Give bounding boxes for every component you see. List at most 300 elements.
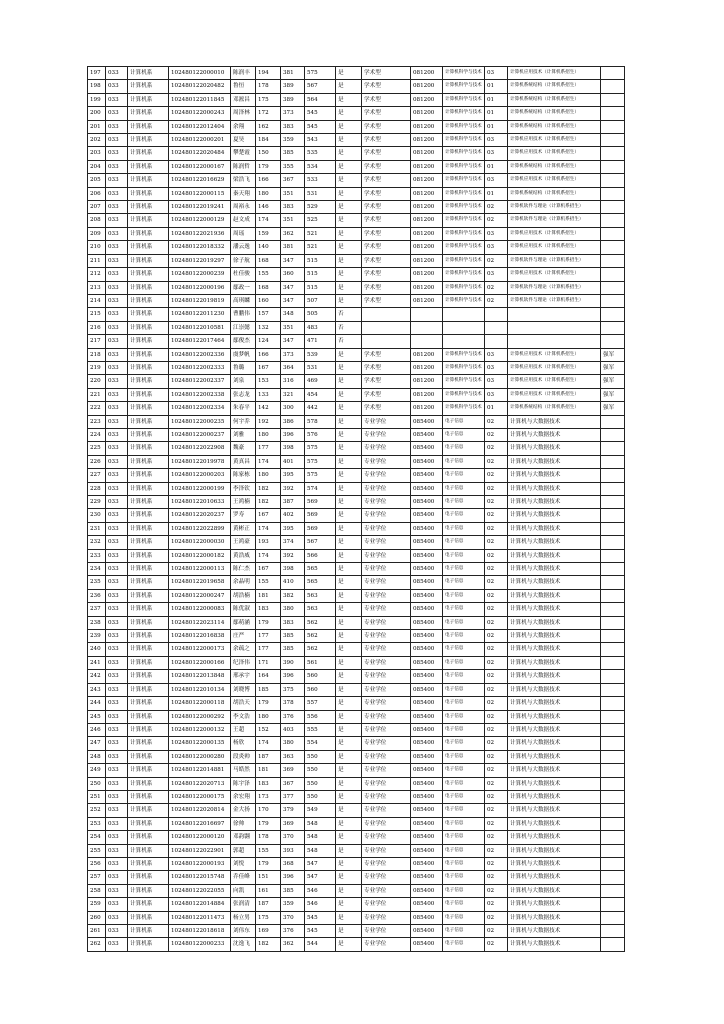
direction-name-cell: 计算机应用技术（计算机系招生） <box>508 241 601 254</box>
row-index-cell: 229 <box>88 496 106 509</box>
major-code-cell: 085400 <box>411 764 443 777</box>
major-name-cell <box>443 321 485 334</box>
direction-name-cell: 计算机与大数据技术 <box>508 683 601 696</box>
retest-score-cell: 386 <box>281 415 305 428</box>
admitted-flag-cell: 是 <box>336 683 362 696</box>
major-code-cell: 085400 <box>411 683 443 696</box>
major-code-cell: 085400 <box>411 857 443 870</box>
degree-type-cell <box>362 335 411 348</box>
retest-score-cell: 392 <box>281 482 305 495</box>
dept-code-cell: 033 <box>106 294 128 307</box>
dept-code-cell: 033 <box>106 134 128 147</box>
total-score-cell: 548 <box>305 844 336 857</box>
plan-note-cell <box>601 93 625 106</box>
total-score-cell: 562 <box>305 630 336 643</box>
dept-code-cell: 033 <box>106 241 128 254</box>
major-name-cell: 计算机科学与技术 <box>443 187 485 200</box>
degree-type-cell: 专业学位 <box>362 630 411 643</box>
initial-score-cell: 181 <box>256 589 281 602</box>
row-index-cell: 249 <box>88 764 106 777</box>
major-name-cell: 电子信息 <box>443 871 485 884</box>
student-name-cell: 刘悦 <box>231 857 256 870</box>
direction-code-cell <box>485 308 508 321</box>
row-index-cell: 215 <box>88 308 106 321</box>
retest-score-cell: 396 <box>281 871 305 884</box>
major-name-cell: 计算机科学与技术 <box>443 107 485 120</box>
dept-code-cell: 033 <box>106 643 128 656</box>
row-index-cell: 199 <box>88 93 106 106</box>
dept-code-cell: 033 <box>106 884 128 897</box>
dept-name-cell: 计算机系 <box>128 925 169 938</box>
row-index-cell: 218 <box>88 348 106 361</box>
student-name-cell: 纪泽伟 <box>231 656 256 669</box>
degree-type-cell: 学术型 <box>362 402 411 415</box>
degree-type-cell: 学术型 <box>362 134 411 147</box>
degree-type-cell: 学术型 <box>362 281 411 294</box>
dept-code-cell: 033 <box>106 603 128 616</box>
direction-name-cell: 计算机与大数据技术 <box>508 428 601 441</box>
retest-score-cell: 381 <box>281 67 305 80</box>
retest-score-cell: 401 <box>281 455 305 468</box>
admitted-flag-cell: 是 <box>336 268 362 281</box>
admitted-flag-cell: 是 <box>336 603 362 616</box>
direction-name-cell: 计算机系统结构（计算机系招生） <box>508 402 601 415</box>
dept-name-cell: 计算机系 <box>128 764 169 777</box>
plan-note-cell <box>601 294 625 307</box>
degree-type-cell: 学术型 <box>362 147 411 160</box>
total-score-cell: 515 <box>305 254 336 267</box>
direction-name-cell: 计算机与大数据技术 <box>508 455 601 468</box>
dept-code-cell: 033 <box>106 737 128 750</box>
dept-code-cell: 033 <box>106 509 128 522</box>
exam-id-cell: 102480122000118 <box>169 697 231 710</box>
student-name-cell: 胡浩天 <box>231 697 256 710</box>
dept-name-cell: 计算机系 <box>128 790 169 803</box>
total-score-cell: 563 <box>305 589 336 602</box>
table-row <box>88 496 625 509</box>
table-row <box>88 93 625 106</box>
row-index-cell: 207 <box>88 201 106 214</box>
degree-type-cell: 学术型 <box>362 375 411 388</box>
student-name-cell: 鄢萌涵 <box>231 616 256 629</box>
exam-id-cell: 102480122022055 <box>169 884 231 897</box>
initial-score-cell: 180 <box>256 710 281 723</box>
row-index-cell: 210 <box>88 241 106 254</box>
exam-id-cell: 102480122000199 <box>169 482 231 495</box>
total-score-cell: 533 <box>305 174 336 187</box>
degree-type-cell: 专业学位 <box>362 697 411 710</box>
admitted-flag-cell: 是 <box>336 348 362 361</box>
total-score-cell: 557 <box>305 697 336 710</box>
total-score-cell: 575 <box>305 455 336 468</box>
major-name-cell: 电子信息 <box>443 790 485 803</box>
direction-name-cell: 计算机与大数据技术 <box>508 925 601 938</box>
admitted-flag-cell: 是 <box>336 388 362 401</box>
direction-name-cell: 计算机系统结构（计算机系招生） <box>508 107 601 120</box>
total-score-cell: 550 <box>305 777 336 790</box>
table-row <box>88 80 625 93</box>
major-code-cell: 081200 <box>411 120 443 133</box>
row-index-cell: 230 <box>88 509 106 522</box>
exam-id-cell: 102480122010581 <box>169 321 231 334</box>
row-index-cell: 200 <box>88 107 106 120</box>
retest-score-cell: 395 <box>281 469 305 482</box>
initial-score-cell: 155 <box>256 576 281 589</box>
direction-name-cell <box>508 308 601 321</box>
dept-code-cell: 033 <box>106 898 128 911</box>
degree-type-cell: 专业学位 <box>362 428 411 441</box>
row-index-cell: 246 <box>88 723 106 736</box>
dept-name-cell: 计算机系 <box>128 201 169 214</box>
dept-name-cell: 计算机系 <box>128 911 169 924</box>
table-row <box>88 777 625 790</box>
major-code-cell: 081200 <box>411 241 443 254</box>
major-code-cell: 085400 <box>411 670 443 683</box>
row-index-cell: 233 <box>88 549 106 562</box>
admitted-flag-cell: 是 <box>336 174 362 187</box>
direction-name-cell: 计算机系统结构（计算机系招生） <box>508 80 601 93</box>
table-row <box>88 308 625 321</box>
admitted-flag-cell: 否 <box>336 308 362 321</box>
student-name-cell: 郭超 <box>231 844 256 857</box>
student-name-cell: 陈润哲 <box>231 160 256 173</box>
major-code-cell: 085400 <box>411 428 443 441</box>
major-code-cell: 085400 <box>411 777 443 790</box>
student-name-cell: 鄢政一 <box>231 281 256 294</box>
student-name-cell: 金大扬 <box>231 804 256 817</box>
admitted-flag-cell: 是 <box>336 147 362 160</box>
major-code-cell: 081200 <box>411 160 443 173</box>
major-code-cell: 085400 <box>411 817 443 830</box>
dept-code-cell: 033 <box>106 496 128 509</box>
dept-name-cell: 计算机系 <box>128 817 169 830</box>
student-name-cell: 陈润丰 <box>231 67 256 80</box>
direction-code-cell: 02 <box>485 563 508 576</box>
exam-id-cell: 102480122000182 <box>169 549 231 562</box>
total-score-cell: 521 <box>305 241 336 254</box>
table-row <box>88 656 625 669</box>
exam-id-cell: 102480122000173 <box>169 643 231 656</box>
plan-note-cell <box>601 549 625 562</box>
major-code-cell: 085400 <box>411 938 443 951</box>
direction-code-cell <box>485 321 508 334</box>
dept-name-cell: 计算机系 <box>128 683 169 696</box>
retest-score-cell: 351 <box>281 321 305 334</box>
major-name-cell: 电子信息 <box>443 817 485 830</box>
major-code-cell: 085400 <box>411 549 443 562</box>
direction-code-cell: 02 <box>485 549 508 562</box>
total-score-cell: 543 <box>305 134 336 147</box>
total-score-cell: 531 <box>305 361 336 374</box>
table-row <box>88 589 625 602</box>
degree-type-cell: 学术型 <box>362 214 411 227</box>
row-index-cell: 262 <box>88 938 106 951</box>
table-row <box>88 764 625 777</box>
row-index-cell: 241 <box>88 656 106 669</box>
exam-id-cell: 102480122000175 <box>169 790 231 803</box>
major-name-cell: 电子信息 <box>443 670 485 683</box>
plan-note-cell <box>601 254 625 267</box>
row-index-cell: 226 <box>88 455 106 468</box>
degree-type-cell: 专业学位 <box>362 415 411 428</box>
degree-type-cell: 学术型 <box>362 93 411 106</box>
direction-code-cell: 02 <box>485 764 508 777</box>
direction-name-cell: 计算机与大数据技术 <box>508 589 601 602</box>
direction-name-cell: 计算机与大数据技术 <box>508 777 601 790</box>
initial-score-cell: 159 <box>256 227 281 240</box>
total-score-cell: 531 <box>305 187 336 200</box>
major-name-cell: 计算机科学与技术 <box>443 294 485 307</box>
student-name-cell: 陈宇泽 <box>231 777 256 790</box>
retest-score-cell: 381 <box>281 241 305 254</box>
dept-name-cell: 计算机系 <box>128 348 169 361</box>
major-name-cell: 电子信息 <box>443 509 485 522</box>
plan-note-cell <box>601 147 625 160</box>
exam-id-cell: 102480122000243 <box>169 107 231 120</box>
admitted-flag-cell: 是 <box>336 563 362 576</box>
exam-id-cell: 102480122016629 <box>169 174 231 187</box>
exam-id-cell: 102480122016838 <box>169 630 231 643</box>
retest-score-cell: 363 <box>281 750 305 763</box>
plan-note-cell <box>601 884 625 897</box>
dept-code-cell: 033 <box>106 268 128 281</box>
dept-name-cell: 计算机系 <box>128 630 169 643</box>
major-name-cell: 计算机科学与技术 <box>443 254 485 267</box>
direction-name-cell: 计算机与大数据技术 <box>508 723 601 736</box>
direction-code-cell: 02 <box>485 603 508 616</box>
direction-name-cell: 计算机应用技术（计算机系招生） <box>508 174 601 187</box>
total-score-cell: 562 <box>305 643 336 656</box>
dept-name-cell: 计算机系 <box>128 361 169 374</box>
initial-score-cell: 182 <box>256 482 281 495</box>
direction-code-cell: 02 <box>485 482 508 495</box>
dept-code-cell: 033 <box>106 723 128 736</box>
direction-code-cell: 02 <box>485 710 508 723</box>
retest-score-cell: 300 <box>281 402 305 415</box>
major-name-cell: 计算机科学与技术 <box>443 120 485 133</box>
plan-note-cell <box>601 241 625 254</box>
major-code-cell: 085400 <box>411 911 443 924</box>
direction-code-cell: 02 <box>485 777 508 790</box>
exam-id-cell: 102480122020814 <box>169 804 231 817</box>
major-name-cell: 电子信息 <box>443 804 485 817</box>
plan-note-cell <box>601 643 625 656</box>
dept-name-cell: 计算机系 <box>128 281 169 294</box>
student-name-cell: 黄浩威 <box>231 549 256 562</box>
initial-score-cell: 150 <box>256 147 281 160</box>
retest-score-cell: 387 <box>281 496 305 509</box>
admitted-flag-cell: 是 <box>336 402 362 415</box>
admitted-flag-cell: 是 <box>336 817 362 830</box>
direction-name-cell: 计算机与大数据技术 <box>508 710 601 723</box>
dept-code-cell: 033 <box>106 549 128 562</box>
plan-note-cell <box>601 764 625 777</box>
retest-score-cell: 359 <box>281 134 305 147</box>
direction-code-cell: 02 <box>485 415 508 428</box>
exam-id-cell: 102480122002338 <box>169 388 231 401</box>
table-row <box>88 683 625 696</box>
major-name-cell: 计算机科学与技术 <box>443 388 485 401</box>
major-code-cell: 085400 <box>411 643 443 656</box>
row-index-cell: 203 <box>88 147 106 160</box>
dept-code-cell: 033 <box>106 925 128 938</box>
direction-code-cell: 03 <box>485 147 508 160</box>
total-score-cell: 578 <box>305 415 336 428</box>
admitted-flag-cell: 是 <box>336 831 362 844</box>
student-name-cell: 杜佳骏 <box>231 268 256 281</box>
major-code-cell: 085400 <box>411 737 443 750</box>
initial-score-cell: 180 <box>256 469 281 482</box>
row-index-cell: 240 <box>88 643 106 656</box>
major-name-cell: 电子信息 <box>443 844 485 857</box>
plan-note-cell <box>601 683 625 696</box>
dept-name-cell: 计算机系 <box>128 335 169 348</box>
plan-note-cell <box>601 455 625 468</box>
total-score-cell: 575 <box>305 442 336 455</box>
total-score-cell: 555 <box>305 723 336 736</box>
table-row <box>88 442 625 455</box>
direction-code-cell: 02 <box>485 509 508 522</box>
initial-score-cell: 170 <box>256 804 281 817</box>
dept-code-cell: 033 <box>106 683 128 696</box>
student-name-cell: 余宏翔 <box>231 790 256 803</box>
dept-name-cell: 计算机系 <box>128 174 169 187</box>
major-code-cell: 081200 <box>411 388 443 401</box>
exam-id-cell: 102480122017464 <box>169 335 231 348</box>
initial-score-cell: 167 <box>256 563 281 576</box>
dept-name-cell: 计算机系 <box>128 549 169 562</box>
row-index-cell: 239 <box>88 630 106 643</box>
admitted-flag-cell: 是 <box>336 777 362 790</box>
row-index-cell: 256 <box>88 857 106 870</box>
student-name-cell: 李文浩 <box>231 710 256 723</box>
retest-score-cell: 375 <box>281 683 305 696</box>
initial-score-cell: 174 <box>256 214 281 227</box>
major-name-cell: 电子信息 <box>443 482 485 495</box>
direction-name-cell: 计算机软件与理论（计算机系招生） <box>508 281 601 294</box>
major-code-cell: 081200 <box>411 214 443 227</box>
table-row <box>88 898 625 911</box>
retest-score-cell: 383 <box>281 120 305 133</box>
row-index-cell: 202 <box>88 134 106 147</box>
dept-code-cell: 033 <box>106 254 128 267</box>
direction-code-cell: 02 <box>485 844 508 857</box>
exam-id-cell: 102480122012404 <box>169 120 231 133</box>
major-code-cell: 081200 <box>411 227 443 240</box>
table-row <box>88 402 625 415</box>
dept-name-cell: 计算机系 <box>128 509 169 522</box>
initial-score-cell: 194 <box>256 67 281 80</box>
dept-code-cell: 033 <box>106 348 128 361</box>
dept-code-cell: 033 <box>106 804 128 817</box>
initial-score-cell: 175 <box>256 911 281 924</box>
major-name-cell: 电子信息 <box>443 683 485 696</box>
table-row <box>88 201 625 214</box>
admitted-flag-cell: 是 <box>336 469 362 482</box>
exam-id-cell: 102480122022908 <box>169 442 231 455</box>
admitted-flag-cell: 是 <box>336 187 362 200</box>
major-name-cell: 电子信息 <box>443 898 485 911</box>
major-code-cell: 085400 <box>411 496 443 509</box>
major-name-cell: 计算机科学与技术 <box>443 214 485 227</box>
dept-code-cell: 033 <box>106 281 128 294</box>
degree-type-cell: 专业学位 <box>362 536 411 549</box>
plan-note-cell <box>601 804 625 817</box>
table-row <box>88 911 625 924</box>
retest-score-cell: 383 <box>281 201 305 214</box>
student-name-cell: 马皓然 <box>231 764 256 777</box>
exam-id-cell: 102480122000129 <box>169 214 231 227</box>
initial-score-cell: 174 <box>256 737 281 750</box>
total-score-cell: 569 <box>305 522 336 535</box>
degree-type-cell: 专业学位 <box>362 925 411 938</box>
major-code-cell: 085400 <box>411 576 443 589</box>
dept-name-cell: 计算机系 <box>128 670 169 683</box>
retest-score-cell: 364 <box>281 361 305 374</box>
degree-type-cell: 专业学位 <box>362 603 411 616</box>
dept-name-cell: 计算机系 <box>128 496 169 509</box>
dept-name-cell: 计算机系 <box>128 723 169 736</box>
table-row <box>88 603 625 616</box>
total-score-cell: 561 <box>305 656 336 669</box>
direction-code-cell: 02 <box>485 884 508 897</box>
row-index-cell: 220 <box>88 375 106 388</box>
major-code-cell: 081200 <box>411 361 443 374</box>
total-score-cell: 563 <box>305 603 336 616</box>
dept-name-cell: 计算机系 <box>128 603 169 616</box>
direction-code-cell: 02 <box>485 938 508 951</box>
major-name-cell: 电子信息 <box>443 911 485 924</box>
exam-id-cell: 102480122023114 <box>169 616 231 629</box>
direction-code-cell: 02 <box>485 496 508 509</box>
initial-score-cell: 142 <box>256 402 281 415</box>
initial-score-cell: 177 <box>256 643 281 656</box>
admitted-flag-cell: 是 <box>336 93 362 106</box>
initial-score-cell: 161 <box>256 884 281 897</box>
direction-name-cell: 计算机与大数据技术 <box>508 831 601 844</box>
dept-code-cell: 033 <box>106 911 128 924</box>
plan-note-cell <box>601 911 625 924</box>
retest-score-cell: 395 <box>281 522 305 535</box>
direction-name-cell: 计算机软件与理论（计算机系招生） <box>508 294 601 307</box>
degree-type-cell: 专业学位 <box>362 670 411 683</box>
direction-name-cell: 计算机与大数据技术 <box>508 482 601 495</box>
degree-type-cell: 专业学位 <box>362 911 411 924</box>
plan-note-cell <box>601 321 625 334</box>
direction-code-cell: 02 <box>485 723 508 736</box>
table-row <box>88 134 625 147</box>
admitted-flag-cell: 是 <box>336 737 362 750</box>
exam-id-cell: 102480122010633 <box>169 496 231 509</box>
direction-name-cell <box>508 335 601 348</box>
degree-type-cell: 学术型 <box>362 241 411 254</box>
row-index-cell: 225 <box>88 442 106 455</box>
direction-code-cell: 01 <box>485 402 508 415</box>
plan-note-cell <box>601 603 625 616</box>
student-name-cell: 杨欣 <box>231 737 256 750</box>
major-name-cell: 电子信息 <box>443 589 485 602</box>
major-code-cell: 081200 <box>411 402 443 415</box>
table-row <box>88 670 625 683</box>
initial-score-cell: 162 <box>256 120 281 133</box>
admitted-flag-cell: 是 <box>336 536 362 549</box>
plan-note-cell <box>601 428 625 441</box>
row-index-cell: 216 <box>88 321 106 334</box>
direction-name-cell: 计算机与大数据技术 <box>508 790 601 803</box>
direction-name-cell: 计算机应用技术（计算机系招生） <box>508 147 601 160</box>
dept-code-cell: 033 <box>106 415 128 428</box>
retest-score-cell: 373 <box>281 348 305 361</box>
